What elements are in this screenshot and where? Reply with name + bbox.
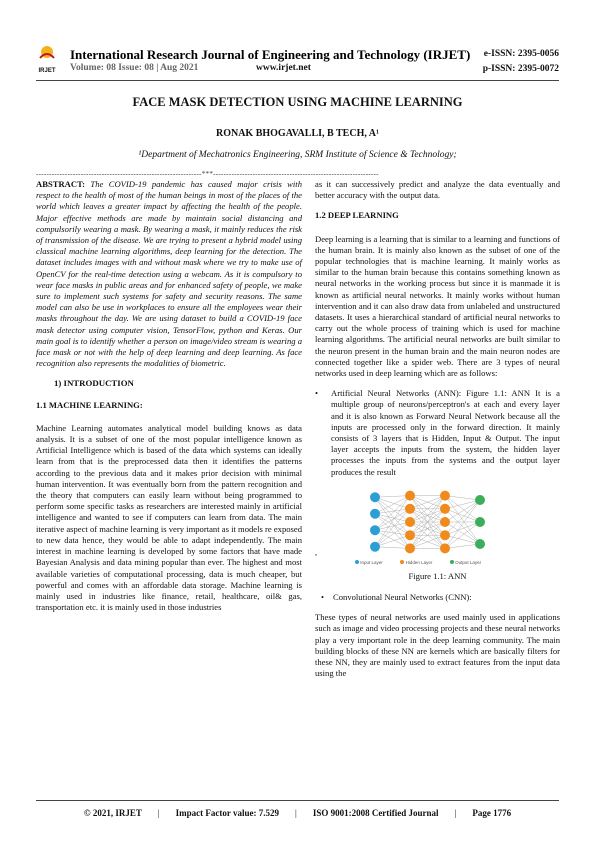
output-node	[475, 495, 485, 505]
legend-input: Input Layer	[360, 559, 383, 565]
bullet-ann	[315, 388, 560, 478]
figure-stray-comma: ,	[315, 546, 318, 557]
legend-output-swatch	[450, 560, 454, 564]
page-footer	[0, 808, 595, 818]
continuation-paragraph: as it can successively predict and analyze the data eventually and better accuracy with the output data.	[315, 179, 560, 201]
hidden-node	[405, 490, 415, 500]
legend-input-swatch	[355, 560, 359, 564]
footer-separator: |	[454, 808, 457, 818]
footer-separator: |	[295, 808, 297, 818]
header-divider	[36, 80, 559, 81]
input-node	[370, 492, 380, 502]
hidden-node	[405, 517, 415, 527]
bullet-dot: •	[321, 592, 325, 603]
pissn: p-ISSN: 2395-0072	[482, 64, 559, 74]
ann-edge	[375, 547, 410, 549]
abstract-text: The COVID-19 pandemic has caused major crisis with respect to the health of most of the human beings in most of the places of the world which leaves a greater impact by affecting the health of the people. Major effective methods are made by maintain social distancing and compulsorily wearing a mask. By wearing a mask, it mainly reduces the risk of transmission of the disease. We are trying to present a hybrid model using classical machine learning algorithms, deep learning for the detection. The dataset includes images with and without mask where we try to make use of OpenCV for the real-time detection using a webcam. As it is compulsory to wear face masks in public areas and for enhanced safety of people, we make sure to implement such systems for safety and security reasons. The same model can also be use in workplaces to ensure all the employees wear their masks throughout the day. We are using dataset to build a COVID-19 face mask detector using computer vision, TensorFlow, python and Keras. Our main goal is to identify whether a person on image/video stream is wearing a face mask or not with the help of deep learning and deep learning. As face recognition also represents the modalities of biometric.	[36, 179, 302, 369]
bullet-dot: •	[315, 388, 319, 399]
logo-text: IRJET	[38, 68, 56, 74]
paper-affiliation: ¹Department of Mechatronics Engineering, SRM Institute of Science & Technology;	[138, 150, 457, 160]
footer-iso: ISO 9001:2008 Certified Journal	[312, 808, 439, 818]
figure-caption: Figure 1.1: ANN	[408, 570, 467, 581]
input-node	[370, 542, 380, 552]
legend-hidden-swatch	[400, 560, 404, 564]
deep-learning-paragraph: Deep learning is a learning that is similar to a learning and functions of the human brain. It is mainly also known as the subset of one of the popular technologies that is machine learning. It mainly works as similar to the human brain because this contains something known as neural networks in the working process but since it is manmade it is known as artificial neural networks. It mainly works without human intervention and it can also draw data from unlabeled and unstructured datasets. It uses a hierarchical standard of artificial neural networks to carry out the whole process of training which is used for machine learning algorithms. The artificial neural networks are built similar to the neuron present in the human brain and the main neuron nodes are connected together like a spider web. There are 3 types of neural networks used in deep learning which are as follows:	[315, 233, 560, 379]
hidden-node	[405, 530, 415, 540]
ann-diagram	[365, 487, 505, 559]
input-node	[370, 509, 380, 519]
left-column	[36, 179, 302, 622]
footer-divider	[36, 800, 559, 801]
legend-hidden: Hidden Layer	[405, 559, 433, 565]
hidden-node	[440, 530, 450, 540]
journal-website[interactable]: www.irjet.net	[256, 63, 311, 73]
ann-edge	[375, 495, 410, 497]
paper-title: FACE MASK DETECTION USING MACHINE LEARNING	[132, 95, 463, 109]
footer-page: Page 1776	[472, 808, 512, 818]
ann-edge	[375, 514, 410, 535]
hidden-node	[440, 490, 450, 500]
ann-figure	[315, 487, 560, 565]
ann-edge	[375, 509, 410, 530]
right-column	[315, 179, 560, 689]
ann-edge	[445, 509, 480, 544]
abstract	[36, 179, 302, 369]
ann-edge	[445, 500, 480, 535]
eissn: e-ISSN: 2395-0056	[483, 49, 559, 59]
paper-author: RONAK BHOGAVALLI, B TECH, A¹	[215, 128, 380, 139]
section-machine-learning-heading: 1.1 MACHINE LEARNING:	[36, 399, 143, 410]
hidden-node	[440, 543, 450, 553]
output-node	[475, 517, 485, 527]
hidden-node	[405, 504, 415, 514]
hidden-node	[405, 543, 415, 553]
section-introduction-heading: 1) INTRODUCTION	[54, 378, 134, 389]
volume-info: Volume: 08 Issue: 08 | Aug 2021	[70, 63, 199, 73]
section-deep-learning-heading: 1.2 DEEP LEARNING	[315, 210, 399, 221]
bullet-cnn	[315, 592, 560, 603]
journal-title: International Research Journal of Engineering and Technology (IRJET)	[70, 47, 471, 62]
legend-output: Output Layer	[455, 559, 482, 565]
footer-impact: Impact Factor value: 7.529	[175, 808, 279, 818]
bullet-ann-text: Artificial Neural Networks (ANN): Figure 1.1: ANN It is a multiple group of neurons/perceptron's at each and every layer and it is also known as Forward Neural Network because all the inputs are processed only in the forward direction. It mainly consists of 3 layers that is Hidden, Input & Output. The input layer accepts the inputs from the system, the hidden layer processes the inputs from the systems and the output layer produces the result	[331, 388, 560, 477]
machine-learning-paragraph: Machine Learning automates analytical model building knows as data analysis. It is a subset of one of the most popular intelligence known as Artificial Intelligence which is based of the data which systems can ideally learn from that is the preprocessed data then it identifies the patterns according to the previous data and it makes prior decision with minimal human intervention. It was eventually born from the pattern recognition and the theory that computers can easily learn without being programmed to perform some specific tasks as researchers are interested mainly in artificial intelligence and wanted to see if computers can learn from data. The main iterative aspect of machine learning is very important as it models re exposed to new data hence, they would be able to adapt independently. The main interest in machine learning is developed by some factors that have made Bayesian Analysis and data mining popular than ever. The highest and most available varieties of computational processing, data is much cheaper, but powerful and comes with an affordable data storage. Machine learning is mainly used in industries like finance, retail, healthcare, oil& gas, transportation etc. it is mainly used in those industries	[36, 422, 302, 613]
cnn-paragraph: These types of neural networks are used mainly used in applications such as image and video processing projects and these neural networks play a very important role in the deep learning community. The main building blocks of these NN are kernels which are basically filters for these NN, they are mainly used to extract features from the input data using the	[315, 612, 560, 679]
input-node	[370, 525, 380, 535]
bullet-cnn-text: Convolutional Neural Networks (CNN):	[333, 592, 472, 603]
irjet-logo	[36, 44, 58, 74]
hidden-node	[440, 517, 450, 527]
output-node	[475, 539, 485, 549]
footer-copyright: © 2021, IRJET	[83, 808, 142, 818]
abstract-label: ABSTRACT:	[36, 179, 86, 189]
section-separator: ---------------------------------------------------------------***---------------------------------------------------------------	[36, 170, 379, 178]
hidden-node	[440, 504, 450, 514]
footer-separator: |	[157, 808, 160, 818]
